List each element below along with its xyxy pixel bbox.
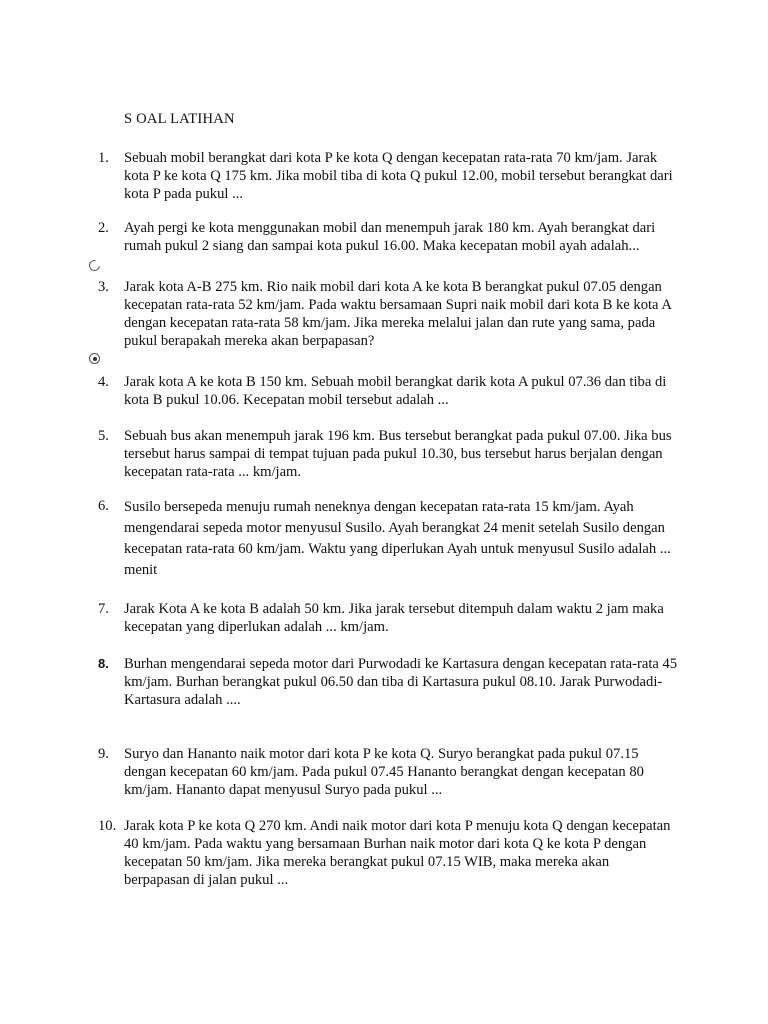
radio-button-icon[interactable] xyxy=(87,258,102,273)
question-item xyxy=(98,497,678,581)
question-number: 2. xyxy=(98,220,109,236)
question-text: Sebuah bus akan menempuh jarak 196 km. Bus tersebut berangkat pada pukul 07.00. Jika bus tersebut harus sampai di tempat tujuan pada pukul 10.30, bus tersebut harus berjalan dengan kecepatan rata-rata ... km/jam. xyxy=(124,428,672,480)
question-number: 5. xyxy=(98,428,109,444)
question-text: Jarak kota A-B 275 km. Rio naik mobil dari kota A ke kota B berangkat pukul 07.05 dengan kecepatan rata-rata 52 km/jam. Pada waktu bersamaan Supri naik mobil dari kota B ke kota A dengan kecepatan rata-rata 58 km/jam. Jika mereka melalui jalan dan rute yang sama, pada pukul berapakah mereka akan berpapasan? xyxy=(124,279,672,349)
question-item xyxy=(98,219,678,255)
question-item xyxy=(98,373,678,409)
radio-button-checked-icon[interactable] xyxy=(89,353,100,364)
question-item xyxy=(98,278,678,350)
question-text: Jarak kota P ke kota Q 270 km. Andi naik motor dari kota P menuju kota Q dengan kecepatan 40 km/jam. Pada waktu yang bersamaan Burhan naik motor dari kota Q ke kota P dengan kecepatan 50 km/jam. Jika mereka berangkat pukul 07.15 WIB, maka mereka akan berpapasan di jalan pukul ... xyxy=(124,818,671,888)
question-item xyxy=(98,149,678,203)
question-text: Sebuah mobil berangkat dari kota P ke kota Q dengan kecepatan rata-rata 70 km/jam. Jarak kota P ke kota Q 175 km. Jika mobil tiba di kota Q pukul 12.00, mobil tersebut berangkat dari kota P pada pukul ... xyxy=(124,150,673,202)
question-text: Ayah pergi ke kota menggunakan mobil dan menempuh jarak 180 km. Ayah berangkat dari rumah pukul 2 siang dan sampai kota pukul 16.00. Maka kecepatan mobil ayah adalah... xyxy=(124,220,656,254)
question-number: 1. xyxy=(98,150,109,166)
question-text: Suryo dan Hananto naik motor dari kota P ke kota Q. Suryo berangkat pada pukul 07.15 dengan kecepatan 60 km/jam. Pada pukul 07.45 Hananto berangkat dengan kecepatan 80 km/jam. Hananto dapat menyusul Suryo pada pukul ... xyxy=(124,746,644,798)
question-text: Jarak kota A ke kota B 150 km. Sebuah mobil berangkat darik kota A pukul 07.36 dan tiba di kota B pukul 10.06. Kecepatan mobil tersebut adalah ... xyxy=(124,374,667,408)
question-number: 8. xyxy=(98,656,109,671)
question-item xyxy=(98,600,678,636)
question-number: 7. xyxy=(98,601,109,617)
question-item xyxy=(98,745,678,799)
question-number: 3. xyxy=(98,279,109,295)
question-item xyxy=(98,655,678,709)
question-text: Susilo bersepeda menuju rumah neneknya dengan kecepatan rata-rata 15 km/jam. Ayah mengendarai sepeda motor menyusul Susilo. Ayah berangkat 24 menit setelah Susilo dengan kecepatan rata-rata 60 km/jam. Waktu yang diperlukan Ayah untuk menyusul Susilo adalah ... menit xyxy=(124,499,671,578)
question-item xyxy=(98,817,678,889)
question-text: Jarak Kota A ke kota B adalah 50 km. Jika jarak tersebut ditempuh dalam waktu 2 jam maka kecepatan yang diperlukan adalah ... km/jam. xyxy=(124,601,664,635)
question-number: 10. xyxy=(98,818,117,834)
question-number: 4. xyxy=(98,374,109,390)
page-title: S OAL LATIHAN xyxy=(124,111,235,127)
question-text: Burhan mengendarai sepeda motor dari Purwodadi ke Kartasura dengan kecepatan rata-rata 45 km/jam. Burhan berangkat pukul 06.50 dan tiba di Kartasura pukul 08.10. Jarak Purwodadi-Kartasura adalah .... xyxy=(124,656,678,708)
question-item xyxy=(98,427,678,481)
question-number: 6. xyxy=(98,498,109,514)
question-number: 9. xyxy=(98,746,109,762)
